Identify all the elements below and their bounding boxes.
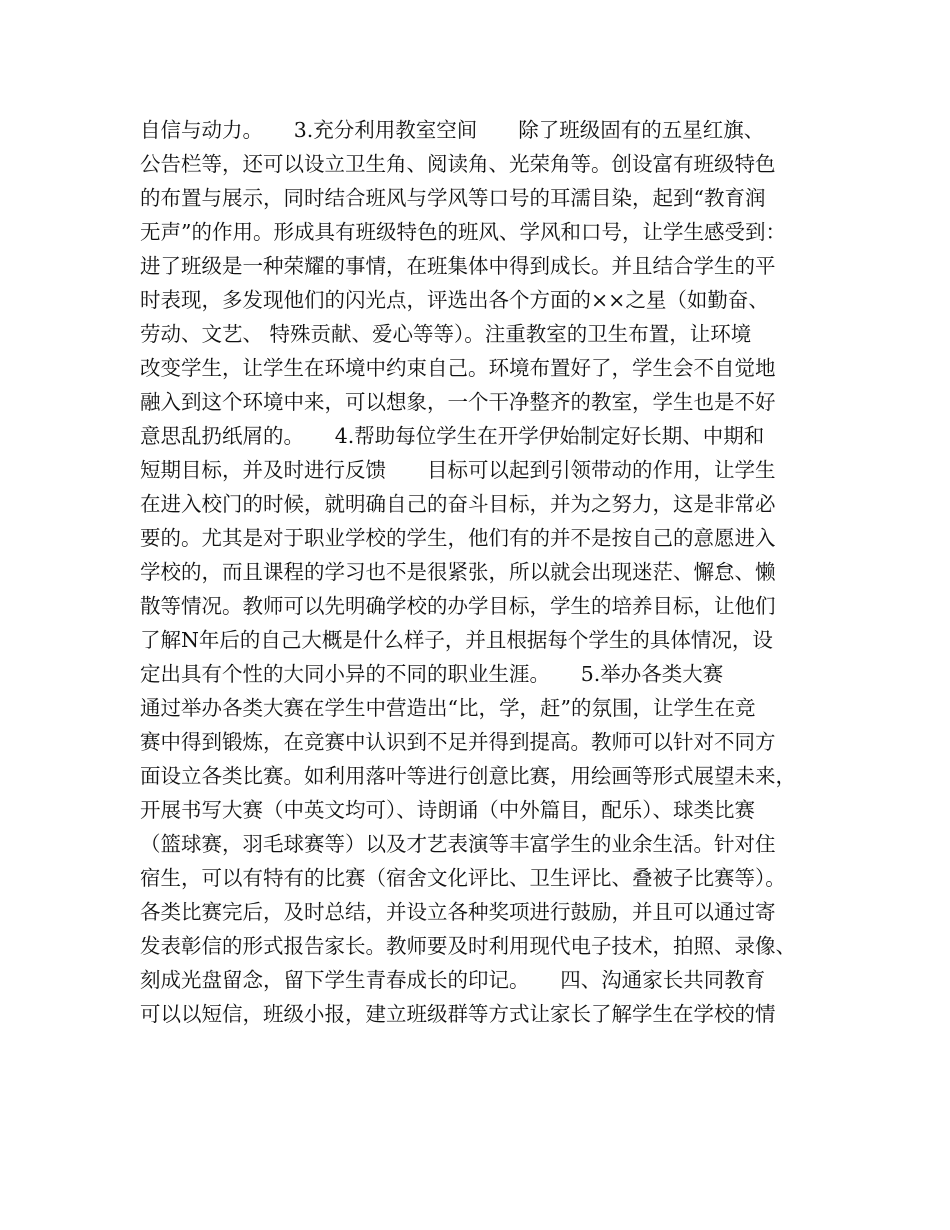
text-line-27: 可以以短信，班级小报，建立班级群等方式让家长了解学生在学校的情 — [140, 1002, 776, 1026]
text-line-5: 进了班级是一种荣耀的事情，在班集体中得到成长。并且结合学生的平 — [140, 254, 776, 278]
text-line-10: 意思乱扔纸屑的。 4.帮助每位学生在开学伊始制定好长期、中期和 — [140, 424, 765, 448]
text-line-11: 短期目标，并及时进行反馈 目标可以起到引领带动的作用，让学生 — [140, 458, 776, 482]
text-line-22: （篮球赛，羽毛球赛等）以及才艺表演等丰富学生的业余生活。针对住 — [140, 832, 776, 856]
text-line-19: 赛中得到锻炼，在竞赛中认识到不足并得到提高。教师可以针对不同方 — [140, 730, 776, 754]
text-line-18: 通过举办各类大赛在学生中营造出“比，学，赶”的氛围，让学生在竞 — [140, 696, 756, 720]
text-line-9: 融入到这个环境中来，可以想象，一个干净整齐的教室，学生也是不好 — [140, 390, 776, 414]
text-line-13: 要的。尤其是对于职业学校的学生，他们有的并不是按自己的意愿进入 — [140, 526, 776, 550]
text-line-26: 刻成光盘留念，留下学生青春成长的印记。 四、沟通家长共同教育 — [140, 968, 766, 992]
text-line-7: 劳动、文艺、 特殊贡献、爱心等等）。注重教室的卫生布置，让环境 — [140, 322, 752, 346]
body-text — [140, 113, 830, 1031]
text-line-17: 定出具有个性的大同小异的不同的职业生涯。 5.举办各类大赛 — [140, 662, 724, 686]
text-line-12: 在进入校门的时候，就明确自己的奋斗目标，并为之努力，这是非常必 — [140, 492, 776, 516]
text-line-14: 学校的，而且课程的学习也不是很紧张，所以就会出现迷茫、懈怠、懒 — [140, 560, 776, 584]
text-line-25: 发表彰信的形式报告家长。教师要及时利用现代电子技术，拍照、录像、 — [140, 934, 796, 958]
text-line-1: 自信与动力。 3.充分利用教室空间 除了班级固有的五星红旗、 — [140, 118, 765, 142]
text-line-21: 开展书写大赛（中英文均可）、诗朗诵（中外篇目，配乐）、球类比赛 — [140, 798, 755, 822]
text-line-15: 散等情况。教师可以先明确学校的办学目标，学生的培养目标，让他们 — [140, 594, 776, 618]
text-line-23: 宿生，可以有特有的比赛（宿舍文化评比、卫生评比、叠被子比赛等）。 — [140, 866, 786, 890]
text-line-2: 公告栏等，还可以设立卫生角、阅读角、光荣角等。创设富有班级特色 — [140, 152, 776, 176]
text-line-3: 的布置与展示，同时结合班风与学风等口号的耳濡目染，起到“教育润 — [140, 186, 766, 210]
text-line-24: 各类比赛完后，及时总结，并设立各种奖项进行鼓励，并且可以通过寄 — [140, 900, 776, 924]
text-line-20: 面设立各类比赛。如利用落叶等进行创意比赛，用绘画等形式展望未来， — [140, 764, 796, 788]
text-line-16: 了解N年后的自己大概是什么样子，并且根据每个学生的具体情况，设 — [140, 628, 773, 652]
text-line-4: 无声”的作用。形成具有班级特色的班风、学风和口号，让学生感受到： — [140, 220, 786, 244]
text-line-8: 改变学生，让学生在环境中约束自己。环境布置好了，学生会不自觉地 — [140, 356, 776, 380]
text-line-6: 时表现，多发现他们的闪光点，评选出各个方面的××之星（如勤奋、 — [140, 288, 769, 312]
